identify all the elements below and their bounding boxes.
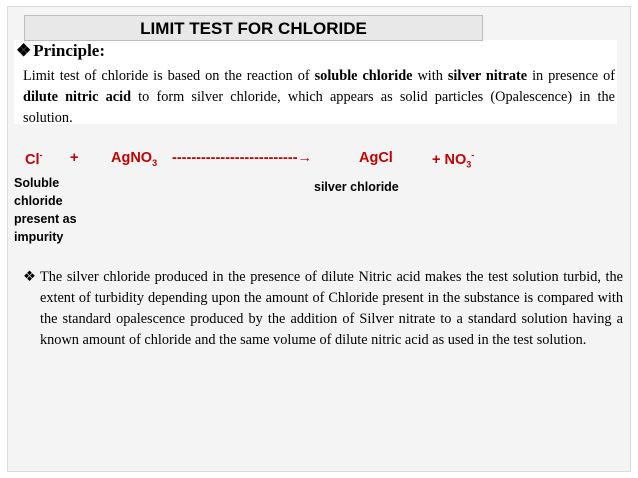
principle-emphasis: soluble chloride [314,68,413,84]
diamond-bullet-icon: ❖ [23,269,36,285]
equation-arrow: --------------------------→ [172,150,313,166]
explanation-paragraph [23,267,623,351]
principle-text [23,66,615,129]
product-label: silver chloride [314,180,399,194]
principle-heading [16,41,105,61]
explanation-text: The silver chloride produced in the presence of dilute Nitric acid makes the test solution turbid, the extent of turbidity depending upon the amount of Chloride present in the substance is compared with the standard opalescence produced by the addition of Silver nitrate to a standard solution having a known amount of chloride and the same volume of dilute nitric acid as used in the test solution. [40,269,623,348]
equation-nitrate-ion: + $NO_3^-$ [432,150,475,170]
reactant-label: Soluble chloride present as impurity [14,176,77,244]
equation-chloride-ion: Cl- [25,150,43,168]
principle-text-part: to form silver chloride, which appears as solid particles (Opalescence) in the solution. [23,89,616,126]
principle-text-part: with [412,68,448,84]
page-title: LIMIT TEST FOR CHLORIDE [140,19,367,38]
principle-heading-text: Principle: [33,41,106,60]
title-box [24,15,483,41]
equation-plus: + [70,150,79,166]
principle-emphasis: silver nitrate [447,68,528,84]
equation-silver-nitrate: AgNO$_3$ [111,150,158,168]
equation-silver-chloride: AgCl [359,150,393,166]
principle-emphasis: dilute nitric acid [23,89,132,105]
principle-text-part: Limit test of chloride is based on the reaction of [23,68,315,84]
diamond-bullet-icon: ❖ [16,41,32,60]
principle-text-part: in presence of [527,68,616,84]
